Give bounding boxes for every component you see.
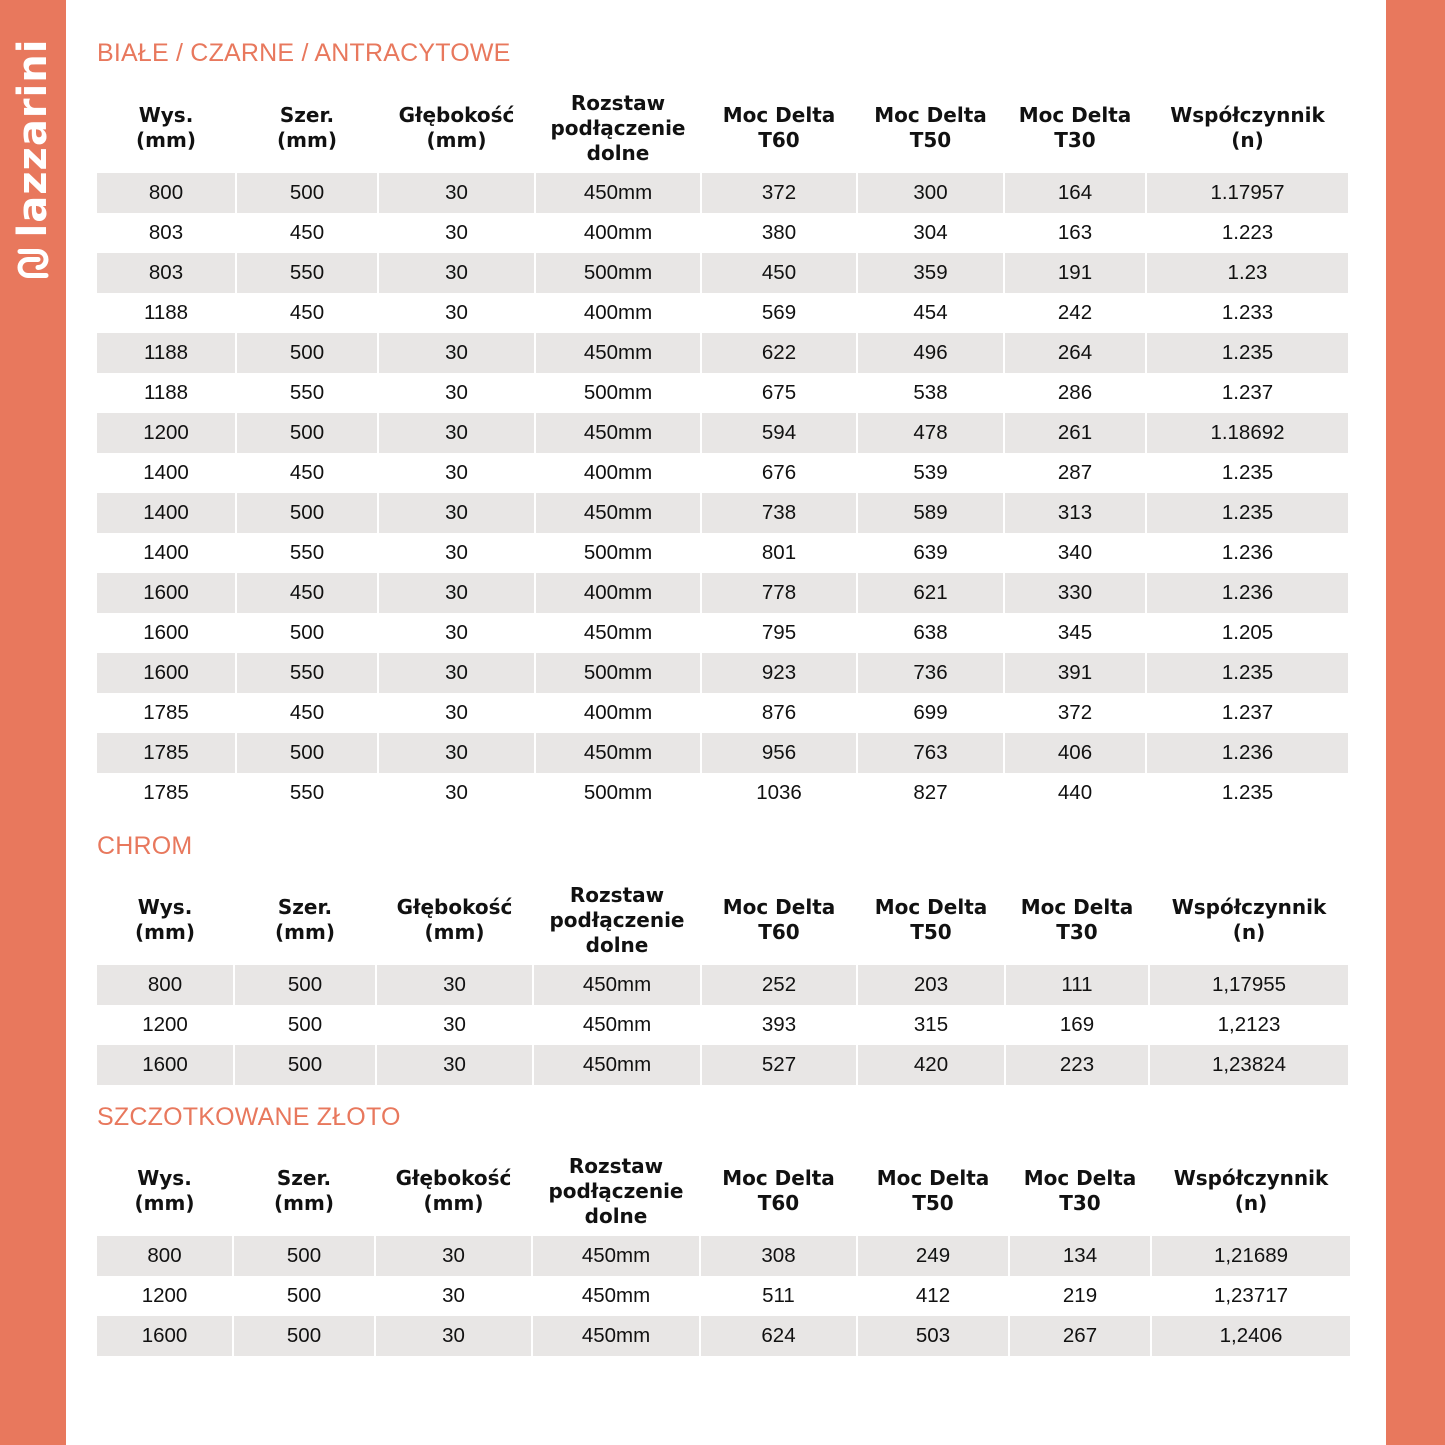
cell-power-t60: 801 (761, 541, 797, 564)
cell-power-t30: 191 (1005, 253, 1145, 293)
cell-power-t50: 304 (913, 221, 948, 244)
section-title-brushed-gold: SZCZOTKOWANE ZŁOTO (97, 1103, 401, 1131)
table-row (97, 373, 1348, 413)
cell-width: 500 (237, 173, 377, 213)
column-header-power-t60: Moc Delta T60 (722, 1166, 835, 1215)
cell-power-t30: 169 (1059, 1013, 1095, 1036)
column-header-power-t50: Moc Delta T50 (874, 103, 987, 152)
cell-connection-spacing: 450mm (536, 333, 700, 373)
section-title-chrome: CHROM (97, 832, 193, 860)
cell-power-t30: 242 (1057, 301, 1093, 324)
cell-depth: 30 (379, 733, 534, 773)
cell-coefficient: 1.23 (1147, 253, 1348, 293)
table-row (97, 1276, 1350, 1316)
cell-height: 1188 (97, 333, 235, 373)
column-header-depth: Głębokość (mm) (396, 895, 513, 944)
cell-depth: 30 (445, 461, 468, 484)
table-row (97, 573, 1348, 613)
column-header-power-t30: Moc Delta T30 (1023, 1166, 1137, 1215)
cell-power-t60: 252 (702, 965, 856, 1005)
cell-connection-spacing: 450mm (581, 1284, 651, 1307)
cell-coefficient: 1.235 (1147, 333, 1348, 373)
column-header-height: Wys. (mm) (135, 895, 195, 944)
cell-power-t60: 450 (702, 253, 856, 293)
column-header-height: Wys. (mm) (136, 103, 196, 152)
cell-power-t30: 219 (1062, 1284, 1098, 1307)
table-row (97, 773, 1348, 813)
cell-depth: 30 (377, 1045, 532, 1085)
cell-depth: 30 (445, 541, 468, 564)
cell-coefficient: 1.236 (1221, 541, 1274, 564)
cell-power-t60: 372 (702, 173, 856, 213)
column-header-connection-spacing: Rozstaw podłączenie dolne (550, 90, 686, 165)
cell-height: 1400 (143, 461, 189, 484)
table-row (97, 533, 1348, 573)
cell-connection-spacing: 450mm (534, 965, 700, 1005)
cell-depth: 30 (379, 573, 534, 613)
column-header-connection-spacing: Rozstaw podłączenie dolne (549, 882, 685, 957)
cell-width: 450 (289, 461, 325, 484)
cell-power-t50: 539 (913, 461, 948, 484)
cell-width: 550 (237, 653, 377, 693)
table-row (97, 293, 1348, 333)
cell-connection-spacing: 450mm (534, 1045, 700, 1085)
cell-connection-spacing: 450mm (536, 733, 700, 773)
cell-coefficient: 1.223 (1221, 221, 1274, 244)
cell-height: 1600 (97, 653, 235, 693)
cell-power-t30: 111 (1006, 965, 1148, 1005)
cell-power-t60: 795 (761, 621, 797, 644)
cell-height: 1200 (97, 413, 235, 453)
cell-power-t30: 440 (1057, 781, 1093, 804)
table-row (97, 613, 1348, 653)
column-header-power-t60: Moc Delta T60 (722, 103, 836, 152)
table-row (97, 413, 1348, 453)
cell-power-t50: 203 (858, 965, 1004, 1005)
cell-width: 450 (289, 221, 325, 244)
cell-width: 500 (286, 1284, 322, 1307)
table-row (97, 173, 1348, 213)
cell-power-t30: 134 (1010, 1236, 1150, 1276)
cell-coefficient: 1.236 (1147, 573, 1348, 613)
cell-power-t50: 496 (858, 333, 1003, 373)
cell-coefficient: 1.18692 (1147, 413, 1348, 453)
cell-power-t30: 264 (1005, 333, 1145, 373)
cell-power-t30: 287 (1057, 461, 1093, 484)
cell-depth: 30 (379, 653, 534, 693)
cell-coefficient: 1.205 (1221, 621, 1274, 644)
right-brand-band (1386, 0, 1445, 1445)
cell-height: 1200 (142, 1013, 188, 1036)
column-header-width: Szer. (mm) (277, 103, 337, 152)
table-row (97, 1045, 1348, 1085)
cell-width: 550 (237, 253, 377, 293)
cell-power-t50: 503 (858, 1316, 1008, 1356)
cell-width: 500 (234, 1236, 374, 1276)
cell-height: 1785 (143, 781, 189, 804)
cell-power-t50: 638 (913, 621, 948, 644)
cell-connection-spacing: 500mm (583, 381, 653, 404)
table-row (97, 333, 1348, 373)
cell-width: 450 (237, 573, 377, 613)
table-row (97, 1005, 1348, 1045)
cell-connection-spacing: 450mm (536, 173, 700, 213)
cell-power-t50: 454 (913, 301, 948, 324)
cell-coefficient: 1.237 (1221, 701, 1274, 724)
cell-power-t30: 163 (1057, 221, 1093, 244)
brand-logo (10, 39, 56, 282)
cell-coefficient: 1,21689 (1152, 1236, 1350, 1276)
cell-width: 500 (235, 965, 375, 1005)
cell-connection-spacing: 400mm (583, 301, 653, 324)
cell-width: 500 (234, 1316, 374, 1356)
cell-power-t30: 164 (1005, 173, 1145, 213)
cell-power-t30: 372 (1057, 701, 1093, 724)
column-header-power-t30: Moc Delta T30 (1020, 895, 1134, 944)
cell-width: 500 (237, 333, 377, 373)
column-header-power-t60: Moc Delta T60 (722, 895, 836, 944)
cell-depth: 30 (379, 413, 534, 453)
cell-coefficient: 1.235 (1221, 461, 1274, 484)
spec-table-white-black-anthracite (95, 83, 1350, 813)
cell-power-t50: 699 (913, 701, 948, 724)
cell-power-t60: 956 (702, 733, 856, 773)
cell-power-t60: 676 (761, 461, 797, 484)
cell-height: 1600 (143, 621, 189, 644)
column-header-depth: Głębokość (mm) (398, 103, 515, 152)
cell-power-t50: 639 (913, 541, 948, 564)
cell-power-t60: 778 (702, 573, 856, 613)
cell-power-t30: 340 (1057, 541, 1093, 564)
cell-depth: 30 (443, 1013, 466, 1036)
column-header-depth: Głębokość (mm) (395, 1166, 512, 1215)
table-row (97, 213, 1348, 253)
cell-connection-spacing: 450mm (536, 413, 700, 453)
section-title-white-black-anthracite: BIAŁE / CZARNE / ANTRACYTOWE (97, 39, 511, 67)
cell-depth: 30 (445, 621, 468, 644)
cell-coefficient: 1,2406 (1152, 1316, 1350, 1356)
column-header-power-t30: Moc Delta T30 (1018, 103, 1132, 152)
cell-height: 803 (148, 221, 184, 244)
column-header-connection-spacing: Rozstaw podłączenie dolne (548, 1153, 684, 1228)
cell-power-t30: 345 (1057, 621, 1093, 644)
cell-power-t50: 621 (858, 573, 1003, 613)
cell-coefficient: 1,23824 (1150, 1045, 1348, 1085)
column-header-coefficient: Współczynnik (n) (1171, 895, 1327, 944)
cell-coefficient: 1,17955 (1150, 965, 1348, 1005)
column-header-height: Wys. (mm) (134, 1166, 195, 1215)
cell-depth: 30 (442, 1284, 465, 1307)
cell-depth: 30 (379, 173, 534, 213)
cell-depth: 30 (376, 1316, 531, 1356)
cell-depth: 30 (379, 333, 534, 373)
cell-width: 500 (235, 1045, 375, 1085)
cell-power-t60: 393 (761, 1013, 797, 1036)
cell-depth: 30 (379, 493, 534, 533)
cell-power-t50: 300 (858, 173, 1003, 213)
cell-connection-spacing: 400mm (536, 573, 700, 613)
cell-height: 1188 (143, 301, 189, 324)
cell-power-t30: 267 (1010, 1316, 1150, 1356)
cell-width: 550 (289, 381, 325, 404)
cell-coefficient: 1.233 (1221, 301, 1274, 324)
cell-power-t50: 478 (858, 413, 1003, 453)
cell-width: 500 (237, 413, 377, 453)
cell-width: 500 (289, 621, 325, 644)
cell-connection-spacing: 400mm (583, 701, 653, 724)
cell-power-t50: 589 (858, 493, 1003, 533)
cell-height: 1785 (97, 733, 235, 773)
column-header-power-t50: Moc Delta T50 (874, 895, 988, 944)
cell-coefficient: 1.17957 (1147, 173, 1348, 213)
cell-coefficient: 1.235 (1221, 781, 1274, 804)
table-header-row (97, 875, 1348, 965)
cell-height: 1400 (143, 541, 189, 564)
cell-power-t50: 315 (913, 1013, 949, 1036)
cell-depth: 30 (445, 381, 468, 404)
cell-power-t60: 923 (702, 653, 856, 693)
cell-coefficient: 1,23717 (1213, 1284, 1289, 1307)
table-row (97, 453, 1348, 493)
cell-height: 1200 (141, 1284, 188, 1307)
cell-power-t60: 622 (702, 333, 856, 373)
cell-depth: 30 (376, 1236, 531, 1276)
cell-power-t60: 1036 (756, 781, 802, 804)
cell-height: 1188 (143, 381, 189, 404)
cell-power-t60: 738 (702, 493, 856, 533)
cell-power-t50: 420 (858, 1045, 1004, 1085)
cell-height: 1600 (97, 573, 235, 613)
column-header-coefficient: Współczynnik (n) (1170, 103, 1325, 152)
cell-coefficient: 1,2123 (1217, 1013, 1281, 1036)
cell-power-t50: 249 (858, 1236, 1008, 1276)
spec-table-chrome (95, 875, 1350, 1085)
table-row (97, 653, 1348, 693)
cell-connection-spacing: 450mm (533, 1236, 699, 1276)
table-header-row (97, 83, 1348, 173)
cell-power-t60: 380 (761, 221, 797, 244)
cell-connection-spacing: 450mm (582, 1013, 652, 1036)
cell-power-t30: 313 (1005, 493, 1145, 533)
cell-connection-spacing: 450mm (533, 1316, 699, 1356)
cell-power-t30: 261 (1005, 413, 1145, 453)
cell-power-t30: 286 (1057, 381, 1093, 404)
cell-power-t30: 406 (1005, 733, 1145, 773)
cell-power-t60: 675 (761, 381, 797, 404)
lazzarini-logo-icon (16, 247, 50, 281)
cell-power-t50: 736 (858, 653, 1003, 693)
cell-height: 1400 (97, 493, 235, 533)
cell-coefficient: 1.236 (1147, 733, 1348, 773)
brand-name: lazzarini (10, 38, 56, 238)
cell-width: 450 (289, 301, 325, 324)
column-header-power-t50: Moc Delta T50 (876, 1166, 990, 1215)
cell-connection-spacing: 450mm (583, 621, 653, 644)
cell-depth: 30 (379, 253, 534, 293)
cell-power-t30: 330 (1005, 573, 1145, 613)
cell-coefficient: 1.237 (1221, 381, 1274, 404)
table-row (97, 493, 1348, 533)
cell-width: 450 (289, 701, 325, 724)
cell-connection-spacing: 400mm (583, 461, 653, 484)
cell-power-t60: 308 (701, 1236, 856, 1276)
cell-power-t50: 359 (858, 253, 1003, 293)
cell-power-t60: 511 (762, 1284, 795, 1307)
cell-width: 550 (289, 781, 325, 804)
column-header-width: Szer. (mm) (275, 895, 335, 944)
cell-power-t30: 223 (1006, 1045, 1148, 1085)
cell-depth: 30 (377, 965, 532, 1005)
cell-power-t60: 876 (761, 701, 797, 724)
cell-power-t50: 538 (913, 381, 948, 404)
cell-width: 500 (237, 733, 377, 773)
cell-connection-spacing: 400mm (583, 221, 653, 244)
cell-connection-spacing: 500mm (583, 541, 653, 564)
cell-depth: 30 (445, 301, 468, 324)
cell-power-t50: 763 (858, 733, 1003, 773)
cell-connection-spacing: 500mm (536, 653, 700, 693)
table-row (97, 693, 1348, 733)
cell-width: 500 (237, 493, 377, 533)
cell-height: 800 (97, 965, 233, 1005)
cell-width: 550 (289, 541, 325, 564)
cell-power-t50: 827 (913, 781, 948, 804)
cell-height: 800 (97, 1236, 232, 1276)
cell-power-t60: 527 (702, 1045, 856, 1085)
cell-width: 500 (287, 1013, 323, 1036)
table-row (97, 965, 1348, 1005)
cell-depth: 30 (445, 701, 468, 724)
cell-power-t60: 569 (761, 301, 797, 324)
table-row (97, 253, 1348, 293)
cell-connection-spacing: 500mm (583, 781, 653, 804)
table-header-row (97, 1146, 1350, 1236)
table-row (97, 1316, 1350, 1356)
spec-table-brushed-gold (95, 1146, 1352, 1356)
cell-height: 1785 (143, 701, 189, 724)
cell-height: 1600 (97, 1316, 232, 1356)
cell-depth: 30 (445, 781, 468, 804)
table-row (97, 733, 1348, 773)
cell-power-t50: 412 (915, 1284, 951, 1307)
cell-power-t60: 594 (702, 413, 856, 453)
column-header-width: Szer. (mm) (274, 1166, 334, 1215)
cell-power-t30: 391 (1005, 653, 1145, 693)
table-row (97, 1236, 1350, 1276)
cell-depth: 30 (445, 221, 468, 244)
cell-height: 800 (97, 173, 235, 213)
cell-connection-spacing: 500mm (536, 253, 700, 293)
cell-height: 803 (97, 253, 235, 293)
cell-coefficient: 1.235 (1147, 653, 1348, 693)
column-header-coefficient: Współczynnik (n) (1173, 1166, 1329, 1215)
cell-connection-spacing: 450mm (536, 493, 700, 533)
cell-coefficient: 1.235 (1147, 493, 1348, 533)
cell-height: 1600 (97, 1045, 233, 1085)
cell-power-t60: 624 (701, 1316, 856, 1356)
